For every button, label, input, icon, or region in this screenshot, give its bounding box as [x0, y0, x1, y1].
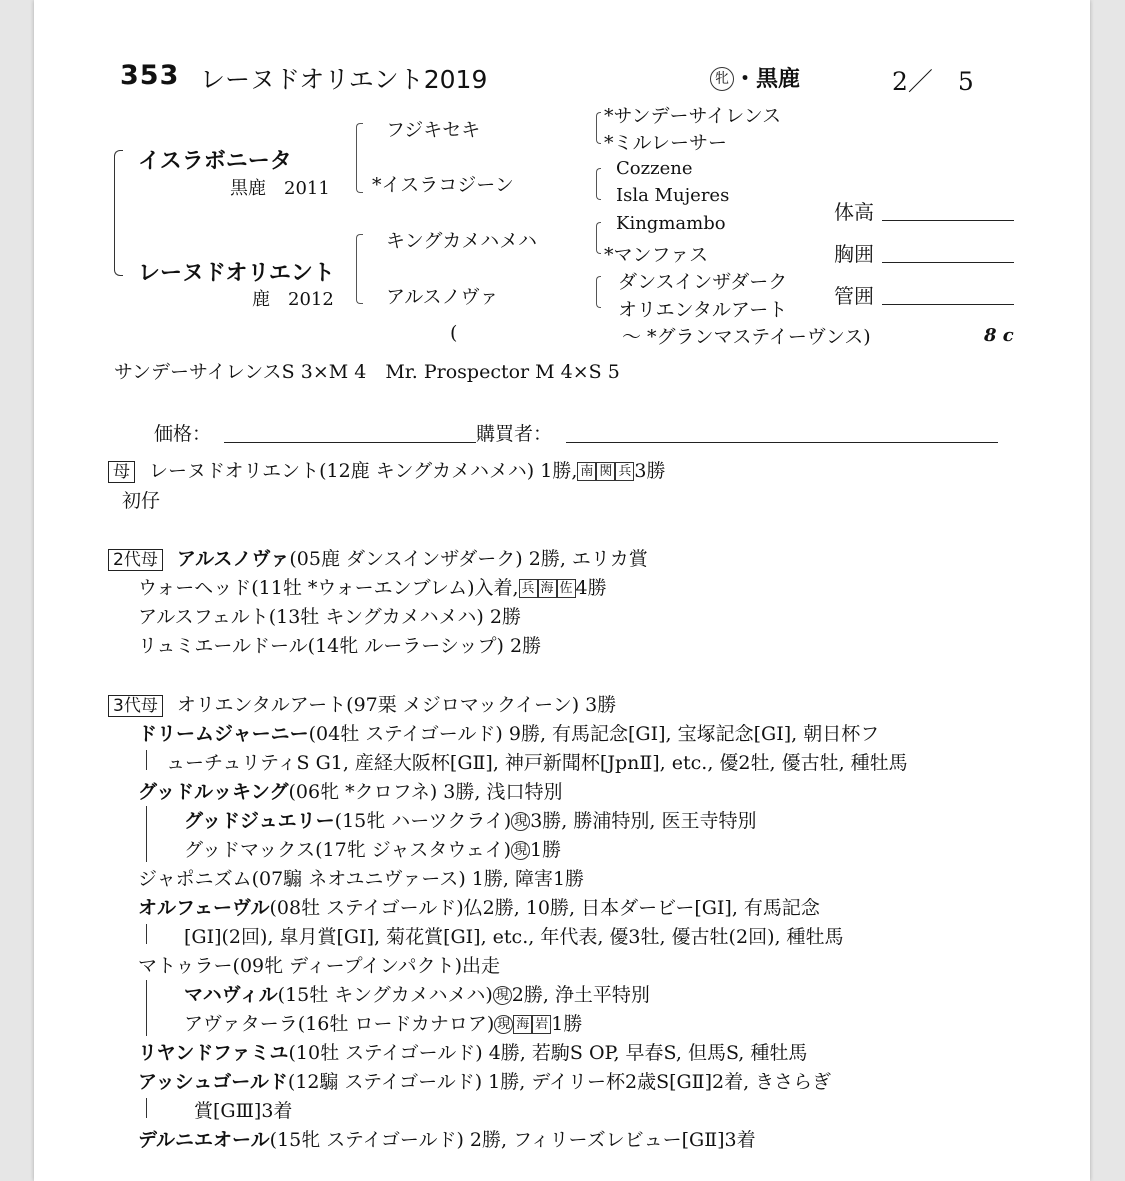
- descendant-text: (15牡 キングカメハメハ): [277, 984, 493, 1006]
- third-dam-line: [108, 690, 616, 717]
- sex-mark: 牝: [710, 67, 734, 91]
- badge-active: 現: [511, 812, 530, 831]
- descendant-row: [138, 777, 562, 804]
- descendant-text: (08牡 ステイゴールド)仏2勝, 10勝, 日本ダービー[GⅠ], 有馬記念: [269, 897, 820, 919]
- descendant-name: グッドルッキング: [138, 781, 289, 803]
- badge-kanto: 関: [596, 462, 615, 481]
- descendant-row: [138, 719, 879, 746]
- descendant-text: (15牝 ステイゴールド) 2勝, フィリーズレビュー[GⅡ]3着: [269, 1129, 756, 1151]
- sire-info: 黒鹿 2011: [230, 178, 330, 199]
- height-label: 体高: [834, 200, 874, 224]
- badge-hyogo: 兵: [519, 579, 538, 598]
- pedigree-brace-g3-1: [596, 112, 601, 144]
- descendant-text: グッドマックス(17牝 ジャスタウェイ): [184, 839, 512, 861]
- descendant-row: [184, 806, 756, 833]
- descendant-row: [138, 893, 820, 920]
- buyer-field[interactable]: [566, 442, 998, 443]
- g3-3: Cozzene: [616, 158, 693, 179]
- descendant-row: ジャポニズム(07騸 ネオユニヴァース) 1勝, 障害1勝: [138, 868, 585, 890]
- second-dam-line: [108, 544, 648, 571]
- g3-5: Kingmambo: [616, 213, 726, 234]
- pedigree-brace-sire: [356, 123, 363, 193]
- descendant-row: [184, 980, 650, 1007]
- badge-active: 現: [511, 841, 530, 860]
- descendant-cont: [GⅠ](2回), 皐月賞[GⅠ], 菊花賞[GⅠ], etc., 年代表, 優3牡, 優古牡(2回), 種牡馬: [184, 926, 844, 948]
- pedigree-brace-dam: [356, 234, 363, 304]
- descendant-text: アヴァターラ(16牡 ロードカナロア): [184, 1013, 495, 1035]
- descendant-text: (04牡 ステイゴールド) 9勝, 有馬記念[GⅠ], 宝塚記念[GⅠ], 朝日杯フ: [308, 723, 880, 745]
- pedigree-brace-g3-2: [596, 168, 601, 200]
- descendant-name: グッドジュエリー: [184, 810, 335, 832]
- descendant-text: (06牝 *クロフネ) 3勝, 浅口特別: [288, 781, 563, 803]
- third-dam-tag: 3代母: [108, 695, 163, 717]
- family-number: 8 c: [984, 325, 1014, 346]
- descendant-name: オルフェーヴル: [138, 897, 270, 919]
- dam-sire: キングカメハメハ: [386, 230, 538, 252]
- descendant-name: アッシュゴールド: [138, 1071, 288, 1093]
- badge-saga: 佐: [557, 579, 576, 598]
- descendant-name: デルニエオール: [138, 1129, 270, 1151]
- g3-8: オリエンタルアート: [618, 299, 788, 321]
- continuation-bar: [146, 924, 147, 944]
- cannon-field[interactable]: [882, 304, 1014, 305]
- third-dam-section: [108, 690, 1088, 1160]
- continuation-bar: [146, 750, 147, 770]
- badge-active: 現: [494, 1015, 513, 1034]
- second-dam-offspring-2: アルスフェルト(13牡 キングカメハメハ) 2勝: [138, 606, 521, 628]
- coat-color: ・黒鹿: [734, 67, 801, 92]
- lot-number: 353: [120, 60, 180, 91]
- descendant-row: [184, 835, 561, 862]
- chest-label: 胸囲: [834, 242, 874, 266]
- descendant-row: [138, 1125, 756, 1152]
- catalog-page: [34, 0, 1090, 1181]
- badge-hyogo: 兵: [615, 462, 634, 481]
- family-line: ～ *グランマステイーヴンス): [622, 326, 871, 348]
- second-dam-text: (05鹿 ダンスインザダーク) 2勝, エリカ賞: [289, 548, 648, 570]
- descendant-tail: 1勝: [551, 1013, 583, 1035]
- dam-tag: 母: [108, 461, 135, 483]
- dam-note: 初仔: [122, 490, 161, 512]
- second-dam-name: アルスノヴァ: [176, 548, 290, 570]
- offspring-text: ウォーヘッド(11牡 *ウォーエンブレム)入着,: [138, 577, 519, 599]
- g3-7: ダンスインザダーク: [618, 271, 788, 293]
- dam-text: レーヌドオリエント(12鹿 キングカメハメハ) 1勝,: [149, 460, 578, 482]
- height-field[interactable]: [882, 220, 1014, 221]
- descendant-row: [138, 1038, 807, 1065]
- badge-overseas: 海: [513, 1015, 532, 1034]
- descendant-name: ドリームジャーニー: [138, 723, 309, 745]
- descendant-cont: 賞[GⅢ]3着: [194, 1100, 293, 1122]
- pedigree-brace-g3-4: [596, 276, 601, 308]
- second-dam-offspring-3: リュミエールドール(14牝 ルーラーシップ) 2勝: [138, 635, 542, 657]
- pedigree-brace-main: [114, 150, 123, 276]
- dam-info: 鹿 2012: [252, 289, 334, 310]
- badge-active: 現: [493, 986, 512, 1005]
- pedigree-brace-g3-3: [596, 222, 601, 254]
- sire-name: イスラボニータ: [138, 149, 292, 174]
- third-dam-text: オリエンタルアート(97栗 メジロマックイーン) 3勝: [176, 694, 617, 716]
- dam-name: レーヌドオリエント: [138, 261, 335, 286]
- dam-tail: 3勝: [634, 460, 666, 482]
- descendant-name: リヤンドファミユ: [138, 1042, 289, 1064]
- descendant-text: (12騸 ステイゴールド) 1勝, デイリー杯2歳S[GⅡ]2着, きさらぎ: [287, 1071, 832, 1093]
- badge-overseas: 海: [538, 579, 557, 598]
- family-line-open: (: [450, 322, 458, 344]
- price-label: 価格：: [154, 423, 212, 445]
- sire-dam: *イスラコジーン: [372, 174, 514, 196]
- lineage-bar: [146, 806, 147, 862]
- g3-1: *サンデーサイレンス: [604, 105, 782, 127]
- dam-dam: アルスノヴァ: [386, 286, 499, 308]
- cannon-label: 管囲: [834, 284, 874, 308]
- sex-color: [710, 62, 800, 93]
- descendant-row: [138, 1067, 831, 1094]
- inbreeding: サンデーサイレンスS 3×M 4 Mr. Prospector M 4×S 5: [114, 361, 620, 383]
- descendant-name: マハヴィル: [184, 984, 278, 1006]
- badge-south: 南: [577, 462, 596, 481]
- page-number: 2／ 5: [892, 67, 974, 96]
- descendant-text: (15牝 ハーツクライ): [334, 810, 512, 832]
- g3-6: *マンファス: [604, 244, 709, 266]
- badge-iwate: 岩: [532, 1015, 551, 1034]
- horse-name: レーヌドオリエント2019: [200, 65, 488, 94]
- descendant-row: マトゥラー(09牝 ディープインパクト)出走: [138, 955, 501, 977]
- g3-4: Isla Mujeres: [616, 185, 730, 206]
- dam-line: [108, 456, 665, 483]
- sire-sire: フジキセキ: [386, 119, 481, 141]
- buyer-label: 購買者：: [476, 423, 553, 445]
- chest-field[interactable]: [882, 262, 1014, 263]
- second-dam-offspring-1: [138, 573, 607, 600]
- g3-2: *ミルレーサー: [604, 132, 728, 154]
- continuation-bar: [146, 1098, 147, 1118]
- descendant-tail: 1勝: [530, 839, 562, 861]
- price-field[interactable]: [224, 442, 476, 443]
- second-dam-tag: 2代母: [108, 549, 163, 571]
- offspring-tail: 4勝: [575, 577, 607, 599]
- descendant-text: (10牡 ステイゴールド) 4勝, 若駒S OP, 早春S, 但馬S, 種牡馬: [288, 1042, 808, 1064]
- descendant-tail: 2勝, 浄土平特別: [511, 984, 650, 1006]
- lineage-bar: [146, 980, 147, 1036]
- descendant-row: [184, 1009, 582, 1036]
- descendant-cont: ューチュリティS G1, 産経大阪杯[GⅡ], 神戸新聞杯[JpnⅡ], etc., 優2牡, 優古牡, 種牡馬: [166, 752, 908, 774]
- descendant-tail: 3勝, 勝浦特別, 医王寺特別: [530, 810, 757, 832]
